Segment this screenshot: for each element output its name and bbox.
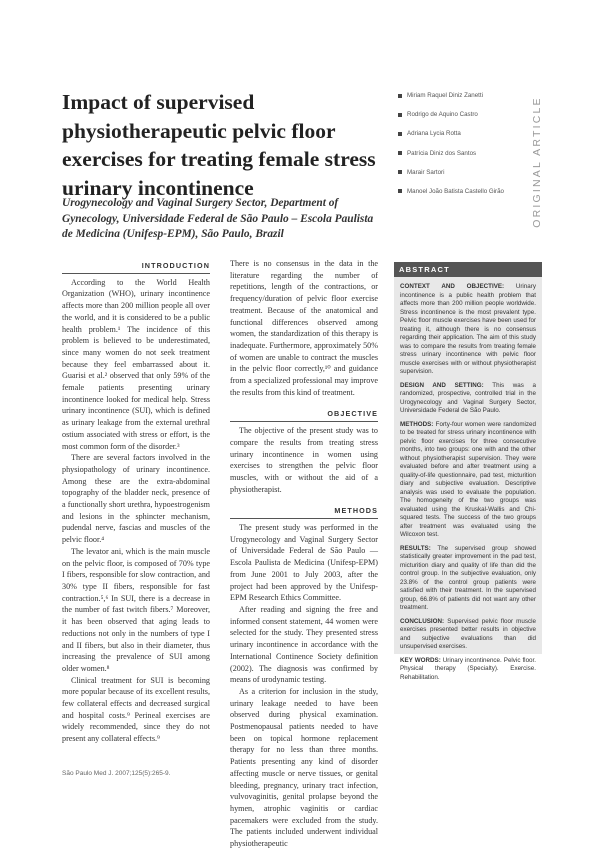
bullet-square-icon (398, 94, 402, 98)
abstract-item (400, 382, 536, 416)
author-name: Marair Sartori (407, 168, 445, 176)
abstract-item (400, 618, 536, 652)
abstract-text: This was a randomized, prospective, controlled trial in the Urogynecology and Vaginal Surgery Sector, Universidade Federal de São Paulo. (400, 381, 536, 414)
methods-paragraph: The present study was performed in the Urogynecology and Vaginal Surgery Sector of Universidade Federal de São Paulo — Escola Paulista de Medicina (Unifesp-EPM) from June 2001 to July 2003, after the project had been approved by the Unifesp-EPM Research Ethics Committee. (230, 523, 378, 603)
abstract-label: CONTEXT AND OBJECTIVE: (400, 283, 505, 290)
author-item (398, 92, 518, 111)
intro-paragraph: According to the World Health Organization (WHO), urinary incontinence affects more than 200 million people all over the world, and it is considered to be a public health problem.¹ The incidence of this problem is believed to be underestimated, since many women do not seek treatment because they feel embarrassed about it. Guarisi et al.² observed that only 59% of the female patients presenting urinary incontinence looked for medical help. Stress urinary incontinence (SUI), which is defined as urinary leakage from the external urethral ostium associated with stress or effort, is the most common form of the disorder.³ (62, 277, 210, 451)
article-type-text: ORIGINAL ARTICLE (531, 96, 543, 228)
abstract-body (394, 277, 542, 681)
author-item (398, 169, 518, 188)
abstract-label: RESULTS: (400, 544, 431, 552)
author-name: Rodrigo de Aquino Castro (407, 111, 478, 119)
author-item (398, 111, 518, 130)
author-name: Adriana Lycia Rotta (407, 130, 461, 138)
author-name: Miriam Raquel Diniz Zanetti (407, 92, 483, 99)
bullet-square-icon (398, 151, 402, 155)
methods-paragraph: As a criterion for inclusion in the study, urinary leakage needed to have been observed during physical examination. Postmenopausal patients needed to have been on topical hormone replacement therapy for no less than three months. Patients presenting any kind of disorder affecting muscle or nerve tissues, or genital bleeding, pregnancy, urinary tract infection, vulvovaginitis, genital prolapse beyond the hymen, atrophic vaginitis or cardiac pacemakers were excluded from the study. The patients included underwent individual physiotherapeutic (230, 686, 378, 849)
intro-paragraph: There are several factors involved in the physiopathology of urinary incontinence. Among these are the extra-abdominal topography of the bladder neck, presence of a functionally short urethra, hypoestrogenism and lesions in the sphincter mechanism, pudendal nerve, fascias and muscles of the pelvic floor.⁴ (62, 453, 210, 545)
objective-heading: OBJECTIVE (230, 408, 378, 422)
abstract-label: DESIGN AND SETTING: (400, 381, 484, 389)
body-column-middle (230, 258, 378, 850)
author-item (398, 150, 518, 169)
objective-paragraph: The objective of the present study was to compare the results from treating stress urinary incontinence in women using exercises to strengthen the pelvic floor muscles, with or without the aid of a physiotherapist. (230, 426, 378, 494)
abstract-label: KEY WORDS: (400, 656, 441, 664)
author-list (398, 92, 518, 207)
intro-paragraph: Clinical treatment for SUI is becoming more popular because of its excellent results, few collateral effects and decreased surgical and hospital costs.⁹ Perineal exercises are widely recommended, since they do not present any collateral effects.⁹ (62, 675, 210, 744)
methods-heading: METHODS (230, 505, 378, 519)
abstract-item (400, 657, 536, 683)
abstract-item (400, 545, 536, 613)
abstract-item (400, 421, 536, 540)
author-name: Patrícia Diniz dos Santos (407, 149, 477, 157)
bullet-square-icon (398, 189, 402, 193)
page-footer: São Paulo Med J. 2007;125(5):265-9. (62, 770, 171, 777)
author-name: Manoel João Batista Castello Girão (407, 187, 504, 195)
article-type-label (524, 94, 546, 230)
abstract-text: The supervised group showed statistically greater improvement in the pad test, micturition diary and quality of life than did the control group. In the subjective evaluation, only 23.8% of the control group patients were satisfied with their treatment. In the supervised group, 66.8% of patients did not want any other treatment. (400, 544, 537, 611)
intro-paragraph: There is no consensus in the data in the literature regarding the number of repetitions, length of the contractions, or frequency/duration of pelvic floor exercise treatment. Because of the anatomical and functional differences observed among women, the standardization of this therapy is inadequate. Furthermore, approximately 50% of women are unable to contract the muscles in the pelvic floor correctly,¹⁰ and guidance from a specialized professional may improve the results from this kind of treatment. (230, 259, 378, 397)
abstract-text: Urinary incontinence is a public health problem that affects more than 200 million people worldwide. Stress incontinence is the most prevalent type. Pelvic floor muscle exercises have been used for treating it, although there is no consensus regarding their application. The aim of this study was to compare the results from treating female stress urinary incontinence with pelvic floor muscle exercises with or without physiotherapist supervision. (400, 283, 536, 375)
affiliation: Urogynecology and Vaginal Surgery Sector, Department of Gynecology, Universidade Federal de São Paulo – Escola Paulista de Medicina (Unifesp-EPM), São Paulo, Brazil (62, 197, 374, 240)
article-title: Impact of supervised physiotherapeutic pelvic floor exercises for treating female stress urinary incontinence (62, 90, 376, 200)
bullet-square-icon (398, 170, 402, 174)
body-column-left (62, 260, 210, 745)
bullet-square-icon (398, 132, 402, 136)
abstract-text: Supervised pelvic floor muscle exercises presented better results in objective and subjective evaluations than did unsupervised exercises. (400, 617, 536, 650)
author-item (398, 130, 518, 149)
abstract-text: Forty-four women were randomized to be treated for stress urinary incontinence with pelvic floor exercises for three consecutive months, into two groups: one with and the other without physiotherapist supervision. They were evaluated before and after treatment using a quality-of-life questionnaire, pad test, micturition diary and subjective evaluation. Descriptive analysis was used to evaluate the population. The homogeneity of the two groups was evaluated using the Kruskal-Wallis and Chi-squared tests. The success of the two groups after treatment was evaluated using the Wilcoxon test. (400, 420, 536, 538)
introduction-heading: INTRODUCTION (62, 260, 210, 274)
intro-paragraph: The levator ani, which is the main muscle on the pelvic floor, is composed of 70% type I fibers, responsible for slow contraction, and 30% type II fibers, responsible for fast contraction.⁵,⁶ In SUI, there is a decrease in the number of fast twitch fibers.⁷ Moreover, it has been observed that aging leads to reductions not only in the numbers of type I and II fibers, but also in their diameter, thus increasing the prevalence of SUI among older women.⁸ (62, 546, 210, 673)
abstract-label: METHODS: (400, 420, 434, 428)
abstract-item (400, 283, 536, 377)
methods-paragraph: After reading and signing the free and informed consent statement, 44 women were selected for the study. They presented stress urinary incontinence in accordance with the International Continence Society definition (2002). The diagnosis was confirmed by means of urodynamic testing. (230, 604, 378, 685)
bullet-square-icon (398, 113, 402, 117)
abstract-heading: ABSTRACT (394, 262, 542, 277)
abstract-label: CONCLUSION: (400, 617, 445, 625)
author-item (398, 188, 518, 207)
abstract-box (394, 262, 542, 681)
abstract-text: Urinary incontinence. Pelvic floor. Physical therapy (Specialty). Exercise. Rehabilitation. (400, 656, 536, 681)
